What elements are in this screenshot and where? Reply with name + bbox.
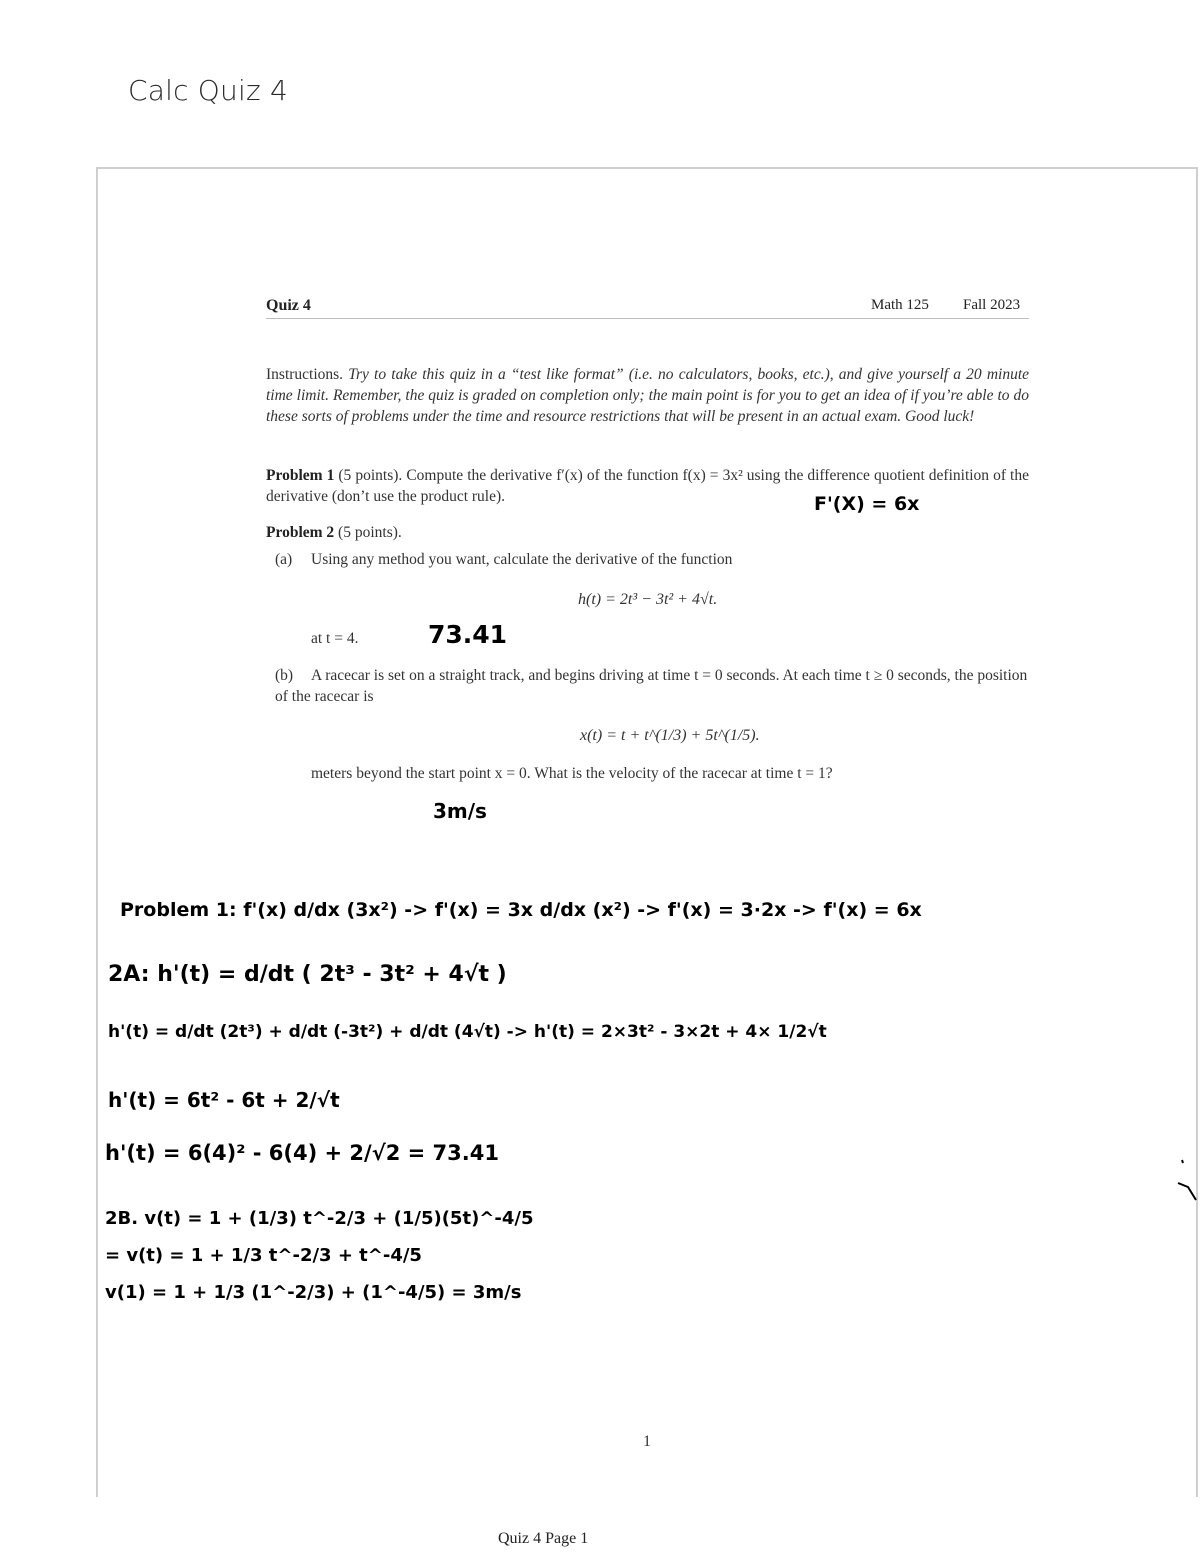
quiz-header-term: Fall 2023	[963, 297, 1021, 313]
problem-2-heading	[266, 522, 1029, 543]
printout-page-number: 1	[643, 1433, 651, 1450]
problem-2-points: (5 points).	[338, 524, 402, 541]
problem-1-points: (5 points).	[338, 467, 403, 484]
handwritten-line-1: Problem 1: f'(x) d/dx (3x²) -> f'(x) = 3x d/dx (x²) -> f'(x) = 3·2x -> f'(x) = 6x	[120, 899, 922, 921]
problem-2a-text: Using any method you want, calculate the derivative of the function	[311, 551, 733, 568]
handwritten-line-4: h'(t) = 6t² - 6t + 2/√t	[108, 1088, 340, 1112]
instructions-paragraph	[266, 364, 1029, 427]
handwritten-line-3: h'(t) = d/dt (2t³) + d/dt (-3t²) + d/dt (4√t) -> h'(t) = 2×3t² - 3×2t + 4× 1/2√t	[108, 1022, 827, 1042]
problem-2b-after: meters beyond the start point x = 0. What is the velocity of the racecar at time t = 1?	[311, 765, 833, 782]
problem-2a-equation: h(t) = 2t³ − 3t² + 4√t.	[578, 591, 718, 608]
problem-2b-label: (b)	[275, 667, 294, 684]
instructions-label: Instructions.	[266, 366, 344, 383]
handwritten-answer-2a: 73.41	[428, 620, 508, 649]
handwritten-line-5: h'(t) = 6(4)² - 6(4) + 2/√2 = 73.41	[105, 1141, 499, 1165]
problem-2b-equation: x(t) = t + t^(1/3) + 5t^(1/5).	[580, 727, 760, 744]
instructions-text: Try to take this quiz in a “test like format” (i.e. no calculators, books, etc.), and give yourself a 20 minute time limit. Remember, the quiz is graded on completion only; the main point is for you to get an idea of if you’re able to do these sorts of problems under the time and resource restrictions that will be present in an actual exam. Good luck!	[266, 366, 1030, 425]
problem-2a-label: (a)	[275, 551, 293, 568]
problem-2b	[275, 665, 1029, 707]
problem-1-label: Problem 1	[266, 467, 335, 484]
stray-ink-mark	[1170, 1155, 1200, 1205]
handwritten-line-7: = v(t) = 1 + 1/3 t^-2/3 + t^-4/5	[105, 1245, 422, 1266]
problem-2b-text: A racecar is set on a straight track, and begins driving at time t = 0 seconds. At each time t ≥ 0 seconds, the position of the racecar is	[275, 667, 1028, 705]
header-divider	[266, 318, 1029, 319]
quiz-header-course: Math 125	[871, 297, 929, 313]
handwritten-answer-2b: 3m/s	[433, 799, 487, 823]
problem-2a-at: at t = 4.	[311, 630, 359, 647]
handwritten-answer-p1: F'(X) = 6x	[814, 493, 920, 515]
handwritten-line-8: v(1) = 1 + 1/3 (1^-2/3) + (1^-4/5) = 3m/s	[105, 1282, 522, 1303]
handwritten-line-2: 2A: h'(t) = d/dt ( 2t³ - 3t² + 4√t )	[108, 962, 507, 987]
page-footer: Quiz 4 Page 1	[498, 1530, 589, 1547]
problem-1-text: Compute the derivative f′(x) of the function f(x) = 3x² using the difference quotient definition of the derivative (don’t use the product rule).	[266, 467, 1029, 505]
problem-2a	[275, 551, 1035, 569]
problem-2-label: Problem 2	[266, 524, 335, 541]
quiz-header-title: Quiz 4	[266, 297, 311, 314]
notebook-page-title[interactable]: Calc Quiz 4	[128, 74, 288, 107]
handwritten-line-6: 2B. v(t) = 1 + (1/3) t^-2/3 + (1/5)(5t)^-4/5	[105, 1208, 534, 1229]
